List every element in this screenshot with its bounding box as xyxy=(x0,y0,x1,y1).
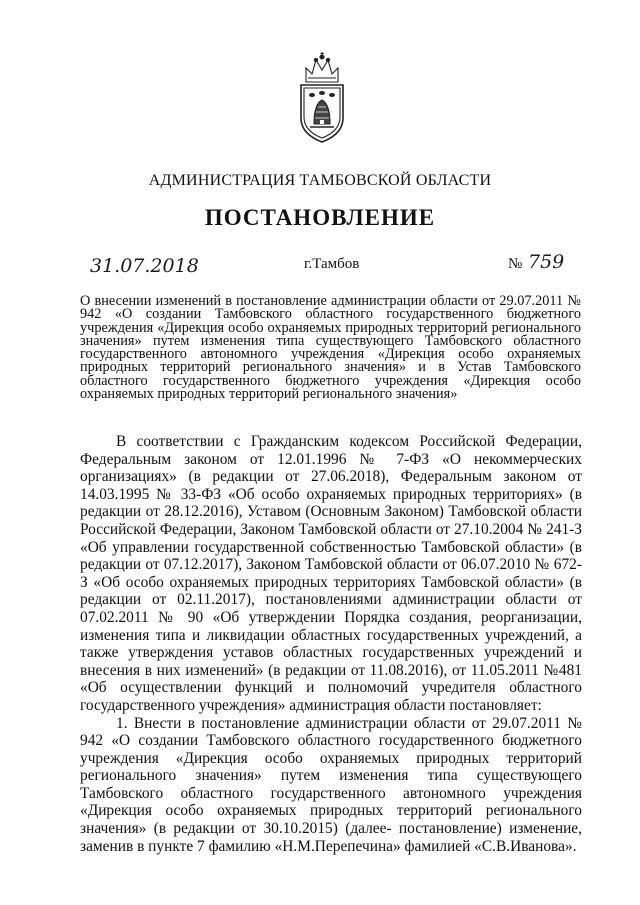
document-city: г.Тамбов xyxy=(304,256,360,272)
organization-name: АДМИНИСТРАЦИЯ ТАМБОВСКОЙ ОБЛАСТИ xyxy=(148,172,492,189)
tambov-coat-of-arms-icon xyxy=(292,52,352,147)
document-body xyxy=(80,433,582,855)
document-number-label: № xyxy=(508,256,523,272)
document-subject: О внесении изменений в постановление администрации области от 29.07.2011 № 942 «О создании Тамбовского областного государственного бюджетного учреждения «Дирекция особо охраняемых природных территорий регионального значения» путем изменения типа существующего Тамбовского областного государственного автономного учреждения «Дирекция особо охраняемых природных территорий регионального значения» и в Устав Тамбовского областного государственного бюджетного учреждения «Дирекция особо охраняемых природных территорий регионального значения» xyxy=(80,293,581,403)
document-date: 31.07.2018 xyxy=(90,255,199,277)
document-type-title: ПОСТАНОВЛЕНИЕ xyxy=(204,205,436,230)
item-1-paragraph: 1. Внести в постановление администрации области от 29.07.2011 № 942 «О создании Тамбовского областного государственного бюджетного учреждения «Дирекция особо охраняемых природных территорий регионального значения» путем изменения типа существующего Тамбовского областного государственного автономного учреждения «Дирекция особо охраняемых природных территорий регионального значения» (в редакции от 30.10.2015) (далее- постановление) изменение, заменив в пункте 7 фамилию «Н.М.Перепечина» фамилией «С.В.Иванова». xyxy=(80,714,582,855)
preamble-paragraph: В соответствии с Гражданским кодексом Российской Федерации, Федеральным законом от 12.01.1996 № 7-ФЗ «О некоммерческих организациях» (в редакции от 27.06.2018), Федеральным законом от 14.03.1995 № 33-ФЗ «Об особо охраняемых природных территориях» (в редакции от 28.12.2016), Уставом (Основным Законом) Тамбовской области Российской Федерации, Законом Тамбовской области от 27.10.2004 № 241-З «Об управлении государственной собственностью Тамбовской области» (в редакции от 07.12.2017), Законом Тамбовской области от 06.07.2010 № 672-З «Об особо охраняемых природных территориях Тамбовской области» (в редакции от 02.11.2017), постановлениями администрации области от 07.02.2011 № 90 «Об утверждении Порядка создания, реорганизации, изменения типа и ликвидации областных государственных учреждений, а также утверждения уставов областных государственных учреждений и внесения в них изменений» (в редакции от 11.08.2016), от 11.05.2011 №481 «Об осуществлении функций и полномочий учредителя областного государственного учреждения» администрация области постановляет: xyxy=(80,433,582,714)
document-number: 759 xyxy=(528,251,565,273)
